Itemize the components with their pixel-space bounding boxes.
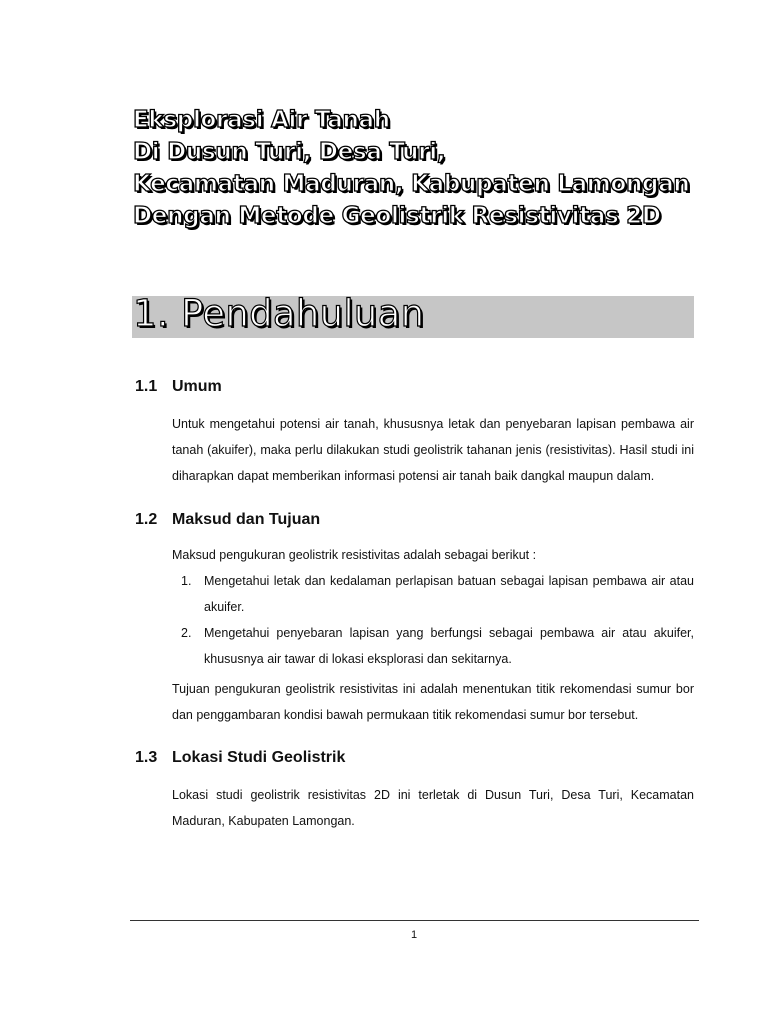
footer-divider	[130, 920, 699, 921]
maksud-list	[172, 568, 694, 672]
title-line-4: Dengan Metode Geolistrik Resistivitas 2D	[133, 203, 661, 229]
list-marker: 1.	[181, 574, 192, 588]
section-heading-maksud-tujuan	[135, 510, 320, 530]
list-item-text: Mengetahui penyebaran lapisan yang berfungsi sebagai pembawa air atau akuifer, khususnya air tawar di lokasi eksplorasi dan sekitarnya.	[204, 626, 694, 666]
section-number: 1.3	[135, 749, 158, 766]
title-line-2: Di Dusun Turi, Desa Turi,	[133, 139, 446, 165]
paragraph-maksud-intro: Maksud pengukuran geolistrik resistivitas adalah sebagai berikut :	[172, 548, 537, 562]
title-line-3: Kecamatan Maduran, Kabupaten Lamongan	[133, 171, 690, 197]
section-title: Lokasi Studi Geolistrik	[172, 749, 346, 766]
title-line-1: Eksplorasi Air Tanah	[133, 107, 390, 133]
list-item	[172, 568, 694, 620]
list-item	[172, 620, 694, 672]
paragraph-tujuan: Tujuan pengukuran geolistrik resistivitas ini adalah menentukan titik rekomendasi sumur bor dan penggambaran kondisi bawah permukaan titik rekomendasi sumur bor tersebut.	[172, 682, 694, 722]
list-item-text: Mengetahui letak dan kedalaman perlapisan batuan sebagai lapisan pembawa air atau akuifer.	[204, 574, 694, 614]
list-marker: 2.	[181, 626, 192, 640]
chapter-heading: 1. Pendahuluan	[133, 292, 425, 335]
page-number: 1	[410, 929, 418, 941]
section-number: 1.2	[135, 511, 158, 528]
paragraph-lokasi: Lokasi studi geolistrik resistivitas 2D ini terletak di Dusun Turi, Desa Turi, Kecamatan Maduran, Kabupaten Lamongan.	[172, 788, 694, 828]
section-heading-lokasi	[135, 748, 345, 768]
paragraph-umum: Untuk mengetahui potensi air tanah, khususnya letak dan penyebaran lapisan pembawa air tanah (akuifer), maka perlu dilakukan studi geolistrik tahanan jenis (resistivitas). Hasil studi ini diharapkan dapat memberikan informasi potensi air tanah baik dangkal maupun dalam.	[172, 417, 694, 483]
section-title: Umum	[172, 378, 222, 395]
section-title: Maksud dan Tujuan	[172, 511, 321, 528]
section-number: 1.1	[135, 378, 158, 395]
document-title	[133, 104, 713, 232]
section-heading-umum	[135, 377, 222, 397]
chapter-banner	[132, 292, 694, 338]
